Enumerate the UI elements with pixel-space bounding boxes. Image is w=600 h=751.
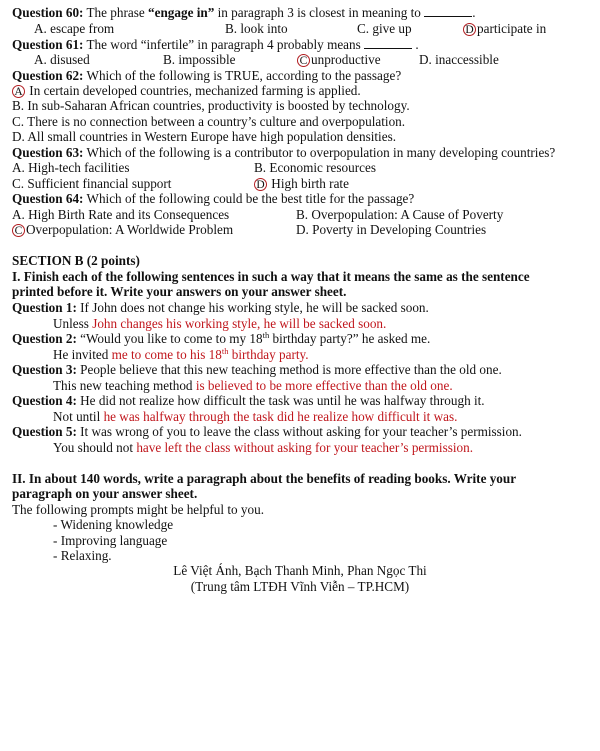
answer-circle: C <box>297 54 310 67</box>
question-62: Question 62: Which of the following is TRUE, according to the passage? <box>12 68 402 83</box>
option-d: D. Poverty in Developing Countries <box>296 222 487 237</box>
option-d: D. inaccessible <box>419 52 499 67</box>
option-d-selected: D High birth rate <box>254 176 349 191</box>
question-63: Question 63: Which of the following is a contributor to overpopulation in many developing countries? <box>12 145 556 160</box>
part2-instruction-line1: II. In about 140 words, write a paragraph about the benefits of reading books. Write your <box>12 471 517 486</box>
rewrite-question-5: Question 5: It was wrong of you to leave the class without asking for your teacher’s permission. <box>12 424 522 439</box>
option-a: A. escape from <box>34 21 115 36</box>
option-a: A. High-tech facilities <box>12 160 130 175</box>
rewrite-question-2: Question 2: “Would you like to come to my 18th birthday party?” he asked me. <box>12 330 431 346</box>
option-d: D. All small countries in Western Europe have high population densities. <box>12 129 396 144</box>
rewrite-answer-2: He invited me to come to his 18th birthday party. <box>53 346 309 362</box>
option-b: B. impossible <box>163 52 236 67</box>
option-b: B. Overpopulation: A Cause of Poverty <box>296 207 504 222</box>
option-c: C. There is no connection between a country’s culture and overpopulation. <box>12 114 406 129</box>
option-d-selected: D participate in <box>463 21 546 36</box>
option-b: B. In sub-Saharan African countries, productivity is boosted by technology. <box>12 98 410 113</box>
option-b: B. Economic resources <box>254 160 376 175</box>
option-c-selected: C unproductive <box>297 52 381 67</box>
option-c: C. give up <box>357 21 412 36</box>
question-60: Question 60: The phrase “engage in” in paragraph 3 is closest in meaning to . <box>12 5 476 20</box>
rewrite-question-4: Question 4: He did not realize how difficult the task was until he was halfway through it. <box>12 393 485 408</box>
rewrite-answer-5: You should not have left the class without asking for your teacher’s permission. <box>53 440 473 455</box>
question-61: Question 61: The word “infertile” in paragraph 4 probably means . <box>12 37 419 52</box>
question-64: Question 64: Which of the following could be the best title for the passage? <box>12 191 415 206</box>
answer-circle: C <box>12 224 25 237</box>
prompt-item: - Improving language <box>53 533 168 548</box>
option-a-selected: A In certain developed countries, mechanized farming is applied. <box>12 83 361 98</box>
prompt-item: - Relaxing. <box>53 548 112 563</box>
option-c: C. Sufficient financial support <box>12 176 172 191</box>
rewrite-question-1: Question 1: If John does not change his working style, he will be sacked soon. <box>12 300 429 315</box>
answer-circle: D <box>254 178 267 191</box>
rewrite-question-3: Question 3: People believe that this new teaching method is more effective than the old one. <box>12 362 502 377</box>
prompts-intro: The following prompts might be helpful to you. <box>12 502 264 517</box>
authors: Lê Việt Ánh, Bạch Thanh Minh, Phan Ngọc Thi <box>173 563 427 578</box>
rewrite-answer-3: This new teaching method is believed to be more effective than the old one. <box>53 378 453 393</box>
option-a: A. disused <box>34 52 90 67</box>
answer-circle: D <box>463 23 476 36</box>
part1-instruction-line1: I. Finish each of the following sentences in such a way that it means the same as the sentence <box>12 269 530 284</box>
answer-circle: A <box>12 85 25 98</box>
prompt-item: - Widening knowledge <box>53 517 174 532</box>
rewrite-answer-1: Unless John changes his working style, he will be sacked soon. <box>53 316 387 331</box>
rewrite-answer-4: Not until he was halfway through the task did he realize how difficult it was. <box>53 409 458 424</box>
section-b-title: SECTION B (2 points) <box>12 253 140 268</box>
institution: (Trung tâm LTĐH Vĩnh Viễn – TP.HCM) <box>190 579 410 594</box>
answer-blank <box>424 16 472 17</box>
option-b: B. look into <box>225 21 288 36</box>
part2-instruction-line2: paragraph on your answer sheet. <box>12 486 198 501</box>
option-c-selected: C Overpopulation: A Worldwide Problem <box>12 222 233 237</box>
answer-blank <box>364 48 412 49</box>
option-a: A. High Birth Rate and its Consequences <box>12 207 230 222</box>
part1-instruction-line2: printed before it. Write your answers on your answer sheet. <box>12 284 347 299</box>
